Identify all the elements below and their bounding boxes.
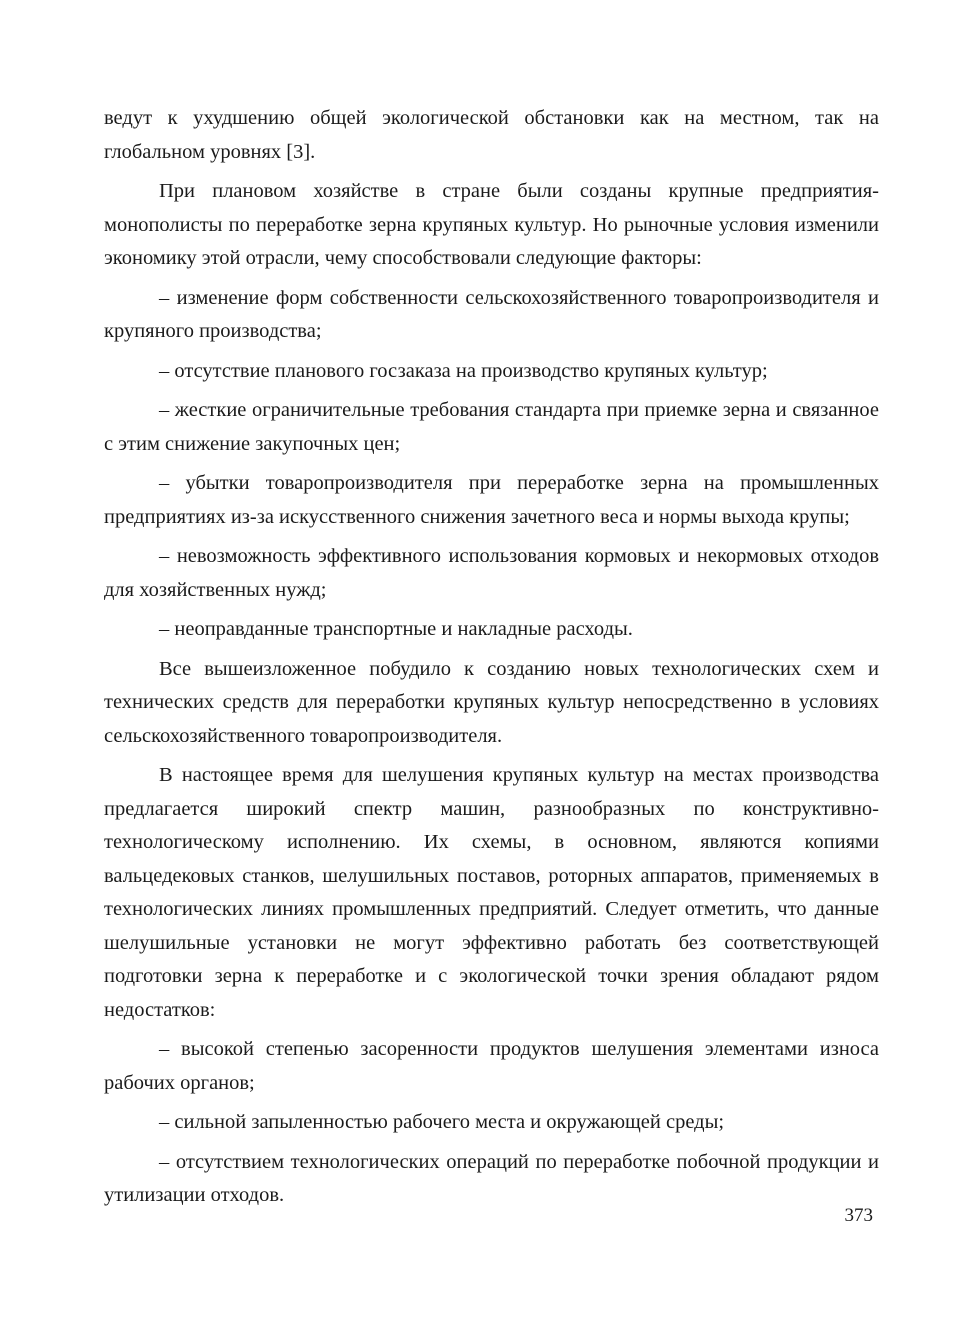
list-item: – жесткие ограничительные требования стандарта при приемке зерна и связанное с этим снижение закупочных цен; xyxy=(104,399,879,455)
page-number: 373 xyxy=(844,1205,873,1226)
list-item: – изменение форм собственности сельскохозяйственного товаропроизводителя и крупяного производства; xyxy=(104,286,879,342)
paragraph: ведут к ухудшению общей экологической обстановки как на местном, так на глобальном уровнях [3]. xyxy=(104,107,879,163)
list-item: – убытки товаропроизводителя при переработке зерна на промышленных предприятиях из-за искусственного снижения зачетного веса и нормы выхода крупы; xyxy=(104,472,879,528)
paragraph: В настоящее время для шелушения крупяных культур на местах производства предлагается широкий спектр машин, разнообразных по конструктивно-технологическому исполнению. Их схемы, в основном, являются копиями вальцедековых станков, шелушильных поставов, роторных аппаратов, применяемых в технологических линиях промышленных предприятий. Следует отметить, что данные шелушильные установки не могут эффективно работать без соответствующей подготовки зерна к переработке и с экологической точки зрения обладают рядом недостатков: xyxy=(104,764,879,1021)
list-item: – отсутствие планового госзаказа на производство крупяных культур; xyxy=(159,359,768,382)
list-item: – высокой степенью засоренности продуктов шелушения элементами износа рабочих органов; xyxy=(104,1038,879,1094)
list-item: – сильной запыленностью рабочего места и окружающей среды; xyxy=(159,1111,725,1133)
paragraph: При плановом хозяйстве в стране были созданы крупные предприятия-монополисты по переработке зерна крупяных культур. Но рыночные условия изменили экономику этой отрасли, чему способствовали следующие факторы: xyxy=(104,180,879,269)
list-item: – отсутствием технологических операций по переработке побочной продукции и утилизации отходов. xyxy=(104,1150,879,1206)
list-item: – невозможность эффективного использования кормовых и некормовых отходов для хозяйственных нужд; xyxy=(104,545,879,601)
list-item: – неоправданные транспортные и накладные расходы. xyxy=(159,618,633,640)
page-body xyxy=(104,102,879,1219)
paragraph: Все вышеизложенное побудило к созданию новых технологических схем и технических средств для переработки крупяных культур непосредственно в условиях сельскохозяйственного товаропроизводителя. xyxy=(104,657,879,747)
